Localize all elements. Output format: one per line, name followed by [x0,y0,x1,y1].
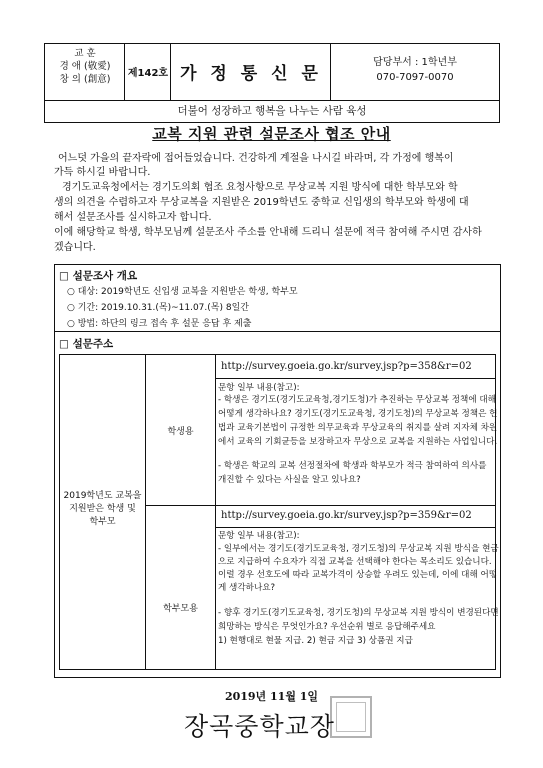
issue-cell [125,44,171,100]
student-question-line: - 학생은 학교의 교복 선정절차에 학생과 학부모가 적극 참여하여 의사를 [218,461,487,471]
parent-question-line: 문항 일부 내용(참고): [218,531,300,541]
school-motto [45,44,125,100]
contact-cell [331,44,499,100]
parent-label: 학부모용 [163,604,198,614]
row-divider [145,505,496,506]
overview-target: ○ 대상: 2019학년도 신입생 교복을 지원받은 학생, 학부모 [67,287,298,297]
col-divider-2 [215,354,216,670]
newsletter-header [44,43,500,123]
student-question-line: 법과 교육기본법이 규정한 의무교육과 무상교육의 취지를 살려 지자체 차원 [218,423,498,433]
motto-value-2: 창 의 (創意) [59,74,111,85]
motto-value-1: 경 애 (敬愛) [59,61,111,72]
body-line-3: 경기도교육청에서는 경기도의회 협조 요청사항으로 무상교복 지원 방식에 대한 학부모와 학 [62,182,458,193]
table-bottom-line [59,669,496,670]
body-line-7: 겠습니다. [54,242,96,253]
body-line-1: 어느덧 가을의 끝자락에 접어들었습니다. 건강하게 계절을 나시길 바라며, 각 가정에 행복이 [58,153,454,164]
target-group-line-2: 지원받은 학생 및 [69,504,136,514]
overview-method: ○ 방법: 하단의 링크 접속 후 설문 응답 후 제출 [67,319,252,329]
school-slogan: 더불어 성장하고 행복을 나누는 사람 육성 [44,101,500,123]
department: 담당부서 : 1학년부 [373,57,457,68]
student-question-line: 문항 일부 내용(참고): [218,383,300,393]
address-title: □ 설문주소 [59,338,114,350]
parent-question-line: 희망하는 방식은 무엇인가요? 우선순위 별로 응답해주세요 [218,622,436,632]
overview-period: ○ 기간: 2019.10.31.(목)~11.07.(목) 8일간 [67,303,249,313]
parent-url-divider [215,527,496,528]
student-label: 학생용 [167,427,194,437]
target-group-line-1: 2019학년도 교복을 [63,491,142,501]
student-question-line: - 학생은 경기도(경기도교육청,경기도청)가 추진하는 무상교복 정책에 대해 [218,395,496,405]
principal-signature: 장곡중학교장 [184,712,335,741]
parent-question-line: 으로 지급하여 수요자가 직접 교복을 선택해야 한다는 목소리도 있습니다. [218,557,492,567]
motto-label: 교 훈 [74,48,96,59]
phone-number: 070-7097-0070 [376,72,454,83]
student-url-divider [215,378,496,379]
student-question-line: 개진할 수 있다는 사실을 알고 있나요? [218,475,361,485]
overview-box [54,264,501,332]
seal-inner-border [336,702,366,732]
target-group-label [60,490,145,529]
body-line-6: 이에 해당학교 학생, 학부모님께 설문조사 주소를 안내해 드리니 설문에 적극 참여해 주시면 감사하 [54,227,482,238]
parent-question-line: - 향후 경기도(경기도교육청, 경기도청)의 무상교복 지원 방식이 변경된다면 [218,608,499,618]
body-line-5: 해서 설문조사를 실시하고자 합니다. [54,212,212,223]
parent-survey-link[interactable]: http://survey.goeia.go.kr/survey.jsp?p=359&r=02 [221,510,472,521]
target-group-line-3: 학부모 [89,517,116,527]
student-survey-link[interactable]: http://survey.goeia.go.kr/survey.jsp?p=358&r=02 [221,361,472,372]
parent-question-line: 게 생각하나요? [218,583,276,593]
address-box [54,331,501,678]
newsletter-title: 가 정 통 신 문 [180,64,322,84]
school-seal-stamp [330,696,372,738]
overview-title: □ 설문조사 개요 [59,270,138,282]
parent-question-line: 1) 현행대로 현물 지급. 2) 현금 지급 3) 상품권 지급 [218,636,413,646]
body-line-2: 가득 하시길 바랍니다. [54,167,151,178]
title-cell [171,44,331,100]
student-question-line: 에서 교육의 기회균등을 보장하고자 무상으로 교복을 지원하는 사업입니다. [218,437,498,447]
header-top-row [44,43,500,101]
table-top-line [59,354,496,355]
parent-question-line: 이럴 경우 선호도에 따라 교복가격이 상승할 우려도 있는데, 이에 대해 어떻 [218,570,498,580]
parent-question-line: - 일부에서는 경기도(경기도교육청, 경기도청)의 무상교복 지원 방식을 현금 [218,544,499,554]
issue-date: 2019년 11월 1일 [224,690,319,703]
col-divider-1 [145,354,146,670]
body-line-4: 생의 의견을 수렴하고자 무상교복을 지원받은 2019학년도 중학교 신입생의 학부모와 학생에 대 [54,197,469,208]
issue-number: 제142호 [127,68,169,79]
student-question-line: 어떻게 생각하나요? 경기도(경기도교육청, 경기도청)의 무상교복 정책은 헌 [218,409,498,419]
document-title: 교복 지원 관련 설문조사 협조 안내 [152,125,391,143]
